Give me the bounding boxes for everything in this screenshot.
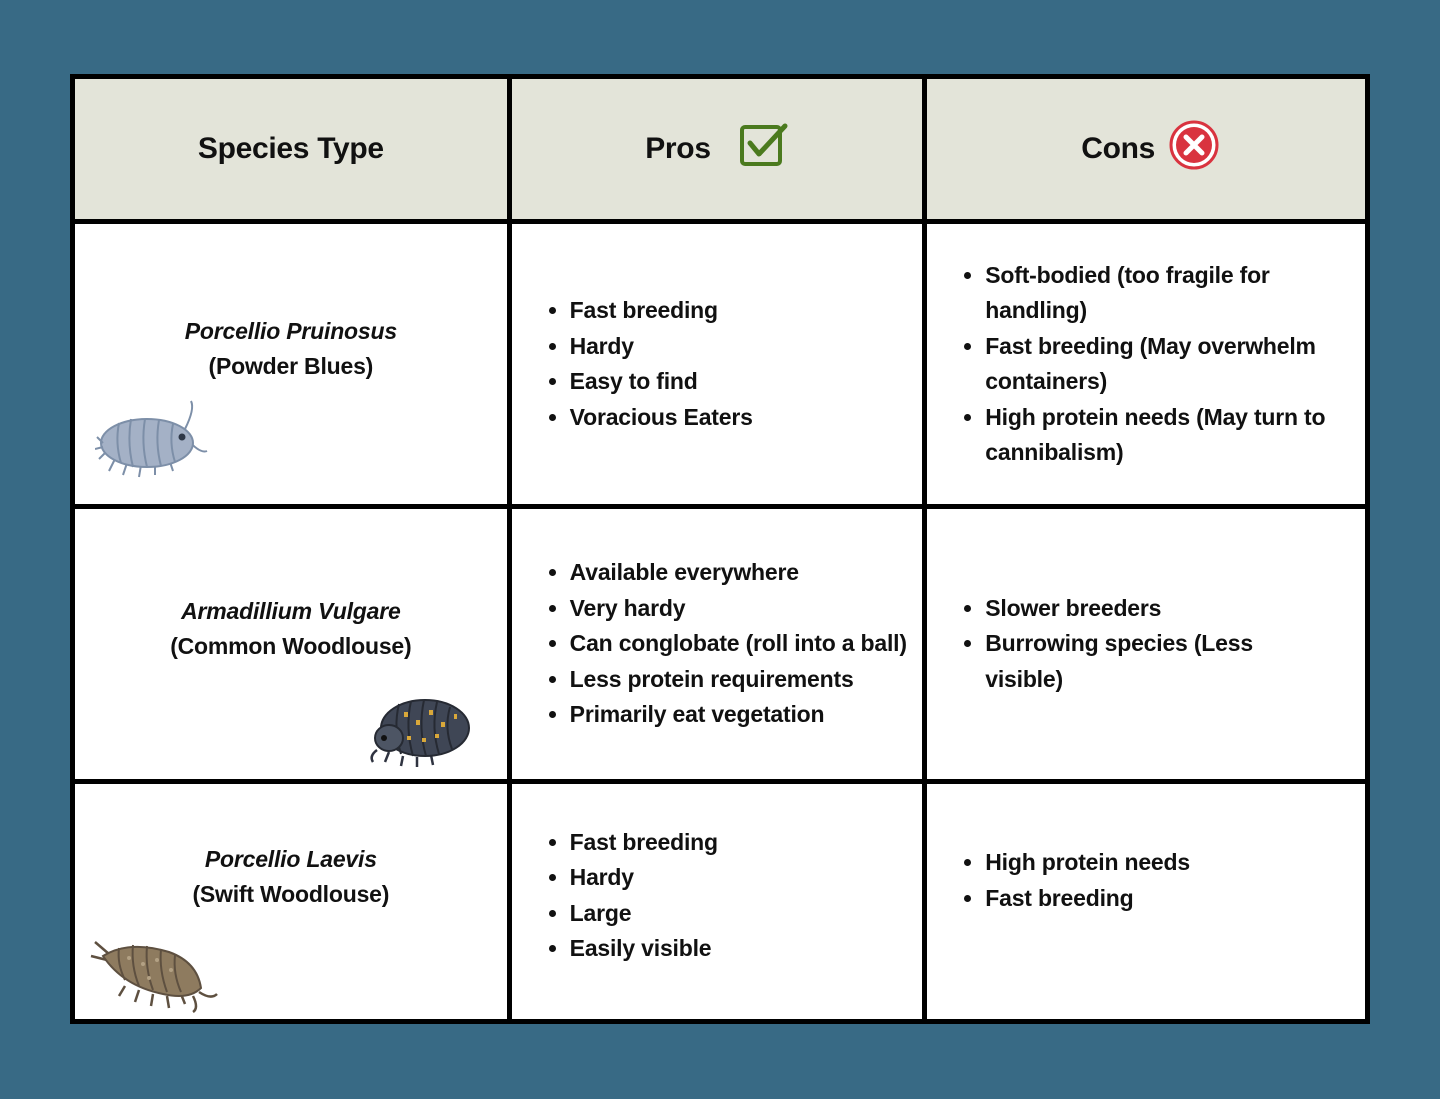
header-species	[73, 77, 510, 222]
pros-list	[512, 825, 923, 967]
table-row	[73, 507, 1368, 782]
cons-list	[927, 845, 1365, 916]
pros-list	[512, 555, 923, 733]
species-common-name: (Common Woodlouse)	[170, 633, 412, 659]
header-row	[73, 77, 1368, 222]
cons-cell	[925, 782, 1368, 1022]
list-item: • Burrowing species (Less visible)	[985, 626, 1335, 697]
species-cell	[73, 507, 510, 782]
checkmark-box-icon	[739, 123, 789, 175]
list-item: • Slower breeders	[985, 591, 1335, 627]
list-item: • Hardy	[570, 329, 923, 365]
cons-cell	[925, 222, 1368, 507]
header-pros	[509, 77, 925, 222]
swift-woodlouse-icon	[89, 934, 224, 1019]
list-item: • Easy to find	[570, 364, 923, 400]
pros-cell	[509, 222, 925, 507]
list-item: • Primarily eat vegetation	[570, 697, 923, 733]
list-item: • Fast breeding	[985, 881, 1335, 917]
list-item: • Large	[570, 896, 923, 932]
pros-cell	[509, 507, 925, 782]
species-latin-name: Armadillium Vulgare	[181, 598, 401, 624]
list-item: • Fast breeding (May overwhelm containers)	[985, 329, 1335, 400]
species-common-name: (Swift Woodlouse)	[192, 880, 390, 907]
list-item: • Available everywhere	[570, 555, 923, 591]
pros-list	[512, 293, 923, 435]
header-cons	[925, 77, 1368, 222]
species-latin-name: Porcellio Laevis	[204, 845, 377, 872]
list-item: • Hardy	[570, 860, 923, 896]
list-item: • Less protein requirements	[570, 662, 923, 698]
list-item: • Fast breeding	[570, 293, 923, 329]
header-pros-label: Pros	[645, 132, 711, 165]
common-woodlouse-icon	[367, 694, 472, 774]
species-cell	[73, 222, 510, 507]
table-row	[73, 222, 1368, 507]
comparison-table	[70, 74, 1370, 1024]
list-item: • Can conglobate (roll into a ball)	[570, 626, 923, 662]
species-common-name: (Powder Blues)	[208, 353, 374, 379]
list-item: • Easily visible	[570, 931, 923, 967]
species-latin-name: Porcellio Pruinosus	[184, 318, 397, 344]
list-item: • Soft-bodied (too fragile for handling)	[985, 258, 1335, 329]
header-cons-label: Cons	[1081, 132, 1156, 165]
cons-list	[927, 591, 1365, 698]
header-species-label: Species Type	[197, 132, 384, 165]
comparison-table-frame	[70, 74, 1370, 1024]
powder-blue-isopod-icon	[95, 399, 210, 484]
x-circle-icon	[1169, 120, 1219, 178]
list-item: • Voracious Eaters	[570, 400, 923, 436]
table-row	[73, 782, 1368, 1022]
list-item: • High protein needs	[985, 845, 1335, 881]
pros-cell	[509, 782, 925, 1022]
cons-list	[927, 258, 1365, 471]
list-item: • High protein needs (May turn to cannibalism)	[985, 400, 1335, 471]
cons-cell	[925, 507, 1368, 782]
species-cell	[73, 782, 510, 1022]
list-item: • Fast breeding	[570, 825, 923, 861]
list-item: • Very hardy	[570, 591, 923, 627]
